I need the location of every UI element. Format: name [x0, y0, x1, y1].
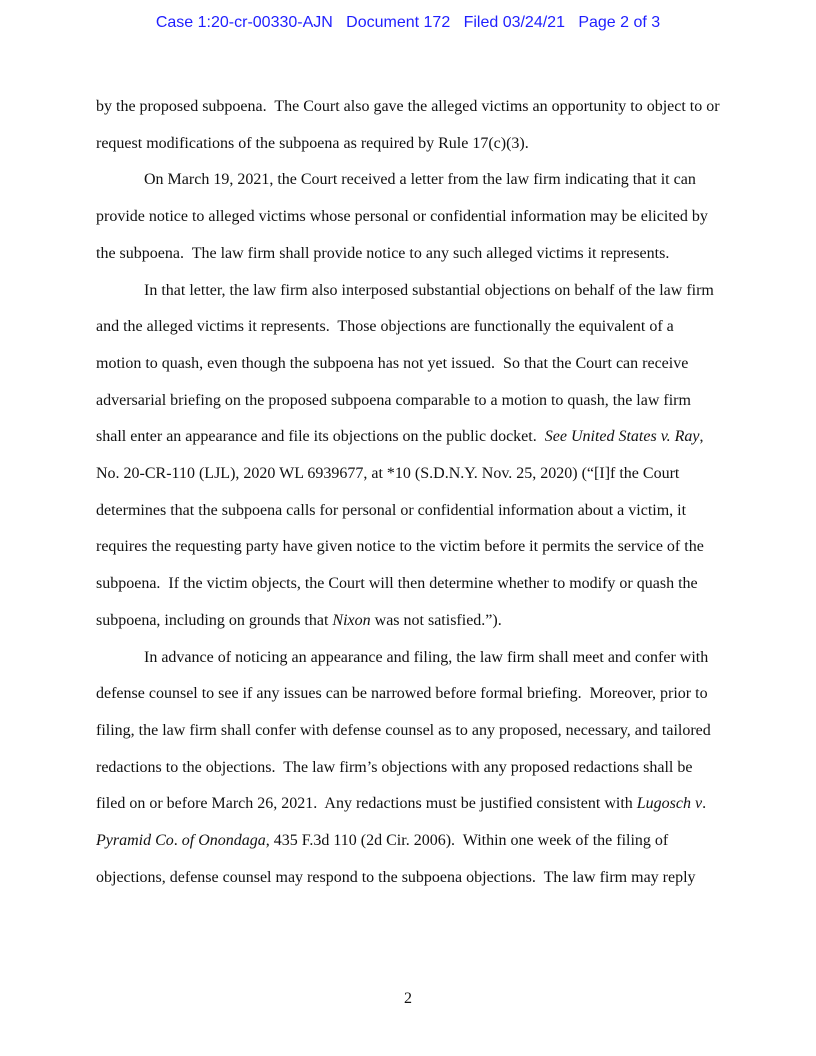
text-segment: On March 19, 2021, the Court received a letter from the law firm indicating that it can — [144, 171, 696, 189]
text-segment: . — [173, 832, 178, 849]
text-line — [96, 97, 720, 117]
text-segment: , — [699, 428, 704, 446]
text-segment: was not satisfied.”). — [370, 611, 502, 629]
page-of: Page 2 of 3 — [578, 14, 661, 31]
text-segment: defense counsel to see if any issues can be narrowed before formal briefing. Moreover, prior to — [96, 685, 708, 703]
citation-italic: Nixon — [332, 611, 371, 629]
text-line — [144, 281, 714, 301]
text-segment: filing, the law firm shall confer with defense counsel as to any proposed, necessary, and tailored — [96, 721, 711, 739]
text-segment: subpoena. If the victim objects, the Court will then determine whether to modify or quash the — [96, 575, 698, 593]
text-line — [96, 831, 668, 851]
text-segment: motion to quash, even though the subpoena has not yet issued. So that the Court can receive — [96, 354, 689, 372]
text-segment: filed on or before March 26, 2021. Any redactions must be justified consistent with — [96, 795, 637, 813]
text-segment: objections, defense counsel may respond to the subpoena objections. The law firm may reply — [96, 868, 696, 886]
text-segment: . — [702, 795, 707, 813]
text-segment: redactions to the objections. The law firm’s objections with any proposed redactions shall be — [96, 758, 693, 776]
text-segment: shall enter an appearance and file its objections on the public docket. — [96, 428, 545, 446]
text-segment: subpoena, including on grounds that — [96, 611, 333, 629]
text-segment: , 435 F.3d 110 (2d Cir. 2006). Within one week of the filing of — [265, 832, 669, 849]
text-line — [96, 537, 704, 557]
text-segment: In advance of noticing an appearance and filing, the law firm shall meet and confer with — [144, 648, 709, 666]
citation-italic: Pyramid Co — [96, 832, 174, 849]
document-number: Document 172 — [346, 14, 451, 31]
text-segment: by the proposed subpoena. The Court also gave the alleged victims an opportunity to object to or — [96, 98, 720, 115]
text-segment: requires the requesting party have given notice to the victim before it permits the service of the — [96, 538, 704, 556]
text-segment: No. 20-CR-110 (LJL), 2020 WL 6939677, at *10 (S.D.N.Y. Nov. 25, 2020) (“[I]f the Court — [96, 465, 680, 482]
page-number: 2 — [404, 990, 412, 1007]
text-segment: In that letter, the law firm also interposed substantial objections on behalf of the law firm — [144, 281, 714, 299]
text-line — [96, 427, 704, 447]
text-line — [96, 501, 686, 521]
text-line — [96, 721, 711, 741]
text-line — [96, 391, 691, 411]
citation-italic: Lugosch v — [636, 795, 703, 813]
citation-italic: See United States v. Ray — [544, 428, 700, 446]
text-line — [96, 794, 706, 814]
text-segment: request modifications of the subpoena as required by Rule 17(c)(3). — [96, 134, 529, 152]
text-line — [96, 207, 708, 227]
text-segment: determines that the subpoena calls for personal or confidential information about a victim, it — [96, 501, 687, 519]
text-line — [96, 317, 674, 337]
text-line — [96, 354, 688, 374]
text-line — [96, 868, 696, 888]
text-segment: the subpoena. The law firm shall provide notice to any such alleged victims it represents. — [96, 244, 670, 262]
ecf-header — [0, 14, 816, 32]
filed-date: Filed 03/24/21 — [463, 14, 565, 31]
text-line — [96, 611, 502, 631]
text-line — [144, 648, 708, 668]
text-line — [96, 134, 529, 154]
text-line — [96, 574, 698, 594]
text-segment: and the alleged victims it represents. Those objections are functionally the equivalent of a — [96, 318, 674, 336]
text-line — [96, 684, 708, 704]
citation-italic: of Onondaga — [177, 832, 266, 849]
text-line — [96, 244, 669, 264]
text-line — [96, 464, 679, 484]
text-segment: provide notice to alleged victims whose personal or confidential information may be elicited by — [96, 208, 708, 226]
text-line — [96, 758, 692, 778]
case-number: Case 1:20-cr-00330-AJN — [155, 14, 333, 31]
text-line — [144, 170, 696, 190]
text-segment: adversarial briefing on the proposed subpoena comparable to a motion to quash, the law firm — [96, 391, 691, 409]
